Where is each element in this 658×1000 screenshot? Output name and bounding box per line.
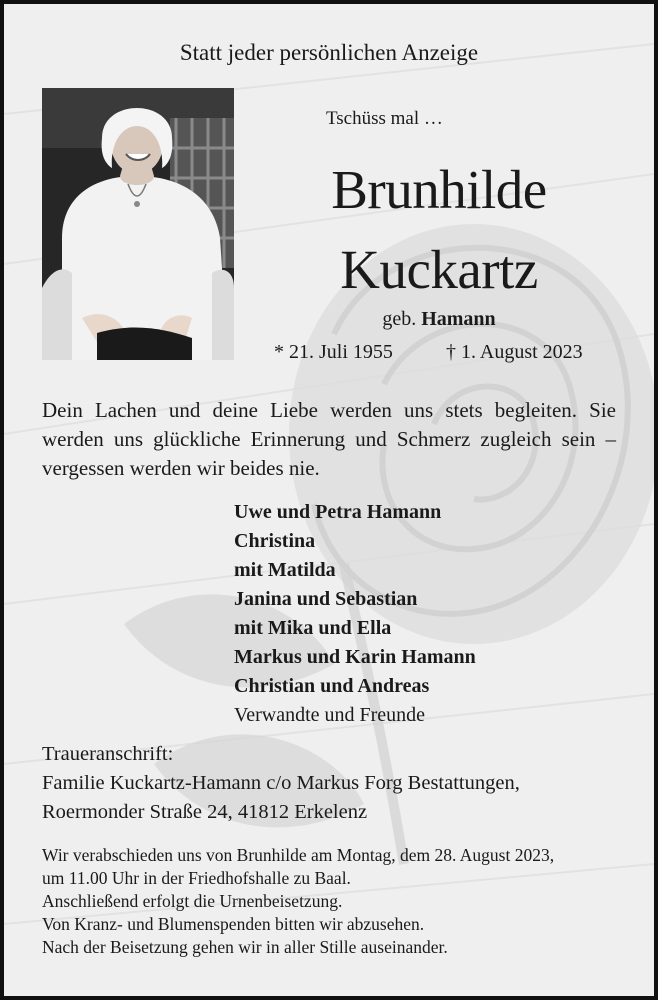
family-member: Christina [234, 530, 316, 552]
service-line: Wir verabschieden uns von Brunhilde am Montag, dem 28. August 2023, [42, 845, 555, 865]
family-list [234, 498, 476, 730]
deceased-last-name: Kuckartz [340, 239, 538, 300]
family-member: mit Matilda [234, 559, 336, 581]
service-line: um 11.00 Uhr in der Friedhofshalle zu Baal. [42, 868, 351, 888]
birth-date: * 21. Juli 1955 [274, 341, 393, 363]
birth-name-value: Hamann [421, 308, 496, 330]
death-date: † 1. August 2023 [446, 341, 583, 363]
motto-text: Tschüss mal … [326, 108, 443, 129]
birth-name [262, 308, 616, 331]
family-member: mit Mika und Ella [234, 617, 392, 639]
service-line: Anschließend erfolgt die Urnenbeisetzung. [42, 891, 343, 911]
notice-header: Statt jeder persönlichen Anzeige [179, 40, 479, 65]
address-label: Traueranschrift: [42, 743, 174, 765]
address-line: Roermonder Straße 24, 41812 Erkelenz [42, 801, 368, 823]
address-line: Familie Kuckartz-Hamann c/o Markus Forg Bestattungen, [42, 772, 520, 794]
family-member: Markus und Karin Hamann [234, 646, 476, 668]
mourning-address [42, 740, 520, 827]
birth-name-prefix: geb. [382, 308, 417, 330]
family-member: Uwe und Petra Hamann [234, 501, 442, 523]
service-line: Von Kranz- und Blumenspenden bitten wir abzusehen. [42, 914, 425, 934]
deceased-first-name: Brunhilde [331, 159, 547, 220]
service-line: Nach der Beisetzung gehen wir in aller Stille auseinander. [42, 937, 448, 957]
family-member: Verwandte und Freunde [234, 704, 426, 726]
portrait-photo [42, 88, 234, 360]
memorial-quote: Dein Lachen und deine Liebe werden uns stets begleiten. Sie werden uns glückliche Erinnerung und Schmerz zugleich sein – vergessen werden wir beides nie. [42, 398, 616, 480]
family-member: Janina und Sebastian [234, 588, 418, 610]
service-details [42, 844, 554, 959]
family-member: Christian und Andreas [234, 675, 430, 697]
